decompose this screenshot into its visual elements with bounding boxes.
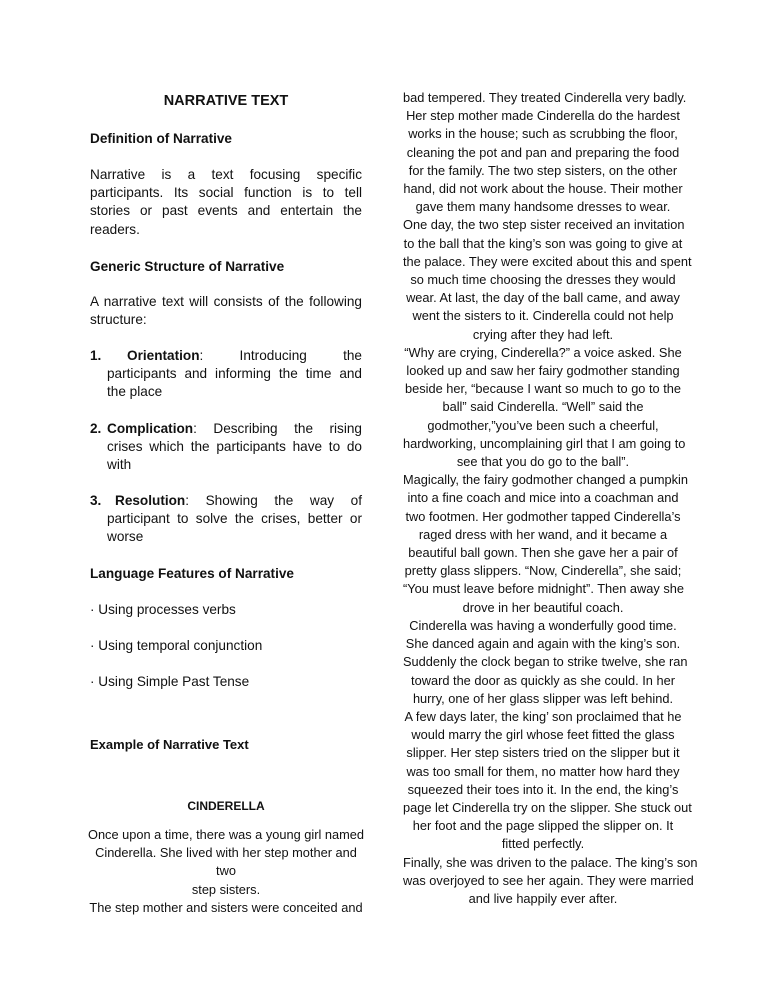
story-line: squeezed their toes into it. In the end, the king’s (407, 781, 679, 797)
story-line: Magically, the fairy godmother changed a pumpkin (403, 472, 689, 488)
item-text: : Introducing the participants and informing the time and the place (107, 348, 362, 400)
story-line: Once upon a time, there was a young girl named (87, 827, 364, 842)
story-line: “You must leave before midnight”. Then away she (403, 581, 684, 597)
story-line: fitted perfectly. (501, 836, 585, 852)
story-line: A few days later, the king’ son proclaimed that he (404, 708, 682, 724)
story-line: ball” said Cinderella. “Well” said the (442, 399, 644, 415)
item-number: 1. (90, 348, 102, 363)
story-line: crying after they had left. (472, 326, 614, 342)
story-line: godmother,”you’ve been such a cheerful, (427, 417, 659, 433)
story-line: and live happily ever after. (468, 890, 618, 906)
story-text-left (86, 826, 366, 917)
story-line: the palace. They were excited about this and spent (403, 253, 692, 269)
structure-item-complication (90, 420, 362, 475)
structure-heading: Generic Structure of Narrative (90, 259, 285, 274)
story-line: pretty glass slippers. “Now, Cinderella”, she said; (404, 563, 682, 579)
story-line: hurry, one of her glass slipper was left behind. (412, 690, 674, 706)
story-line: looked up and saw her fairy godmother standing (406, 363, 680, 379)
story-line: to the ball that the king’s son was going to give at (403, 235, 683, 251)
item-term: Complication (107, 421, 194, 436)
item-term: Resolution (115, 493, 186, 508)
story-line: hardworking, uncomplaining girl that I am going to (403, 435, 686, 451)
story-line: Suddenly the clock began to strike twelve, she ran (403, 654, 688, 670)
story-line: toward the door as quickly as she could. In her (411, 672, 675, 688)
language-item: · Using temporal conjunction (90, 638, 263, 653)
story-line: beside her, “because I want so much to go to the (404, 381, 681, 397)
story-line: see that you do go to the ball”. (456, 454, 630, 470)
story-line: two footmen. Her godmother tapped Cinderella’s (405, 508, 681, 524)
story-line: so much time choosing the dresses they would (410, 272, 676, 288)
story-line: her foot and the page slipped the slipper on. It (412, 818, 674, 834)
story-line: cleaning the pot and pan and preparing the food (406, 144, 680, 160)
story-line: drove in her beautiful coach. (462, 599, 624, 615)
language-item: · Using Simple Past Tense (90, 674, 250, 689)
story-line: step sisters. (191, 881, 261, 897)
structure-item-orientation (90, 347, 362, 402)
story-line: Cinderella. She lived with her step mother and two (95, 845, 357, 879)
story-title: CINDERELLA (187, 799, 265, 813)
item-number: 3. (90, 493, 102, 508)
item-text: : Showing the way of participant to solve the crises, better or worse (107, 493, 362, 545)
story-line: Her step mother made Cinderella do the hardest (406, 108, 680, 124)
story-line: hand, did not work about the house. Their mother (403, 181, 683, 197)
language-heading: Language Features of Narrative (90, 566, 294, 581)
story-line: into a fine coach and mice into a coachman and (407, 490, 679, 506)
story-line: Cinderella was having a wonderfully good time. (409, 617, 677, 633)
item-text: : Describing the rising crises which the participants have to do with (107, 421, 362, 473)
structure-intro: A narrative text will consists of the following structure: (90, 294, 362, 328)
example-heading: Example of Narrative Text (90, 737, 249, 752)
story-line: was too small for them, no matter how hard they (406, 763, 680, 779)
story-line: was overjoyed to see her again. They were married (403, 872, 694, 888)
story-line: wear. At last, the day of the ball came, and away (406, 290, 680, 306)
story-line: for the family. The two step sisters, on the other (408, 162, 678, 178)
story-line: raged dress with her wand, and it became a (418, 526, 668, 542)
story-line: Finally, she was driven to the palace. The king’s son (403, 854, 698, 870)
story-line: went the sisters to it. Cinderella could not help (412, 308, 674, 324)
story-line: bad tempered. They treated Cinderella very badly. (403, 90, 687, 105)
story-line: “Why are crying, Cinderella?” a voice asked. She (404, 344, 682, 360)
story-text-right (403, 89, 698, 908)
story-line: gave them many handsome dresses to wear. (415, 199, 671, 215)
story-line: beautiful ball gown. Then she gave her a pair of (408, 545, 678, 561)
story-line: The step mother and sisters were conceited and (89, 899, 363, 915)
structure-item-resolution (90, 492, 362, 547)
language-item: · Using processes verbs (90, 602, 236, 617)
story-line: She danced again and again with the king’s son. (405, 636, 681, 652)
story-line: One day, the two step sister received an invitation (403, 217, 685, 233)
story-line: slipper. Her step sisters tried on the slipper but it (406, 745, 680, 761)
definition-text: Narrative is a text focusing specific participants. Its social function is to tell stories or past events and entertain the readers. (90, 167, 362, 237)
page-title: NARRATIVE TEXT (163, 93, 289, 109)
story-line: works in the house; such as scrubbing the floor, (408, 126, 678, 142)
definition-heading: Definition of Narrative (90, 131, 232, 146)
item-number: 2. (90, 421, 102, 436)
story-line: would marry the girl whose feet fitted the glass (411, 727, 675, 743)
story-line: page let Cinderella try on the slipper. She stuck out (403, 799, 692, 815)
item-term: Orientation (127, 348, 200, 363)
